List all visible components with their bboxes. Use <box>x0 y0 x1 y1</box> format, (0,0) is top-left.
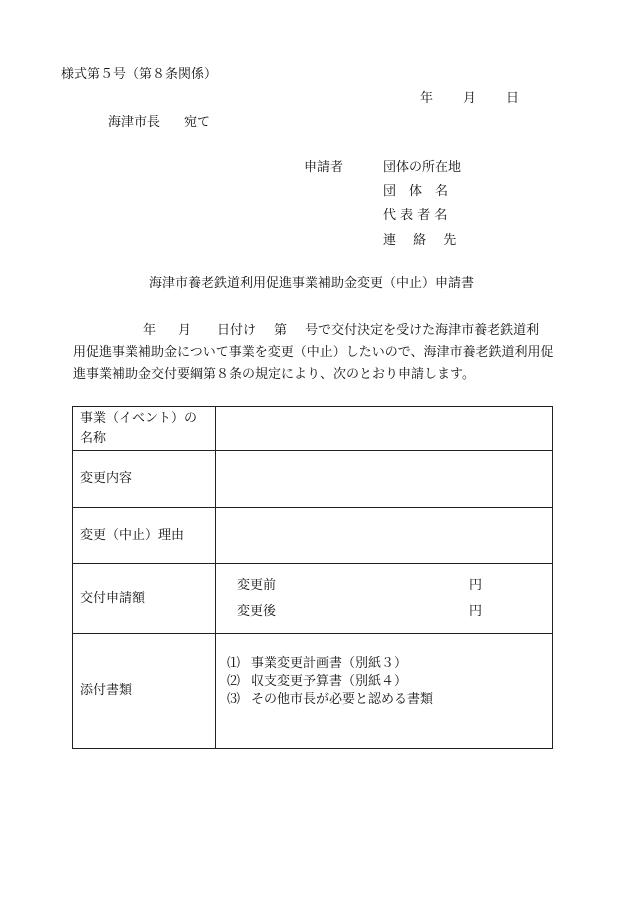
body-line-1 <box>73 320 559 342</box>
addressee <box>108 115 210 131</box>
amount-after-label: 変更後 <box>237 603 277 619</box>
body-month: 月 <box>178 323 192 338</box>
amount-after-yen: 円 <box>469 603 483 619</box>
date-day: 日 <box>506 91 520 106</box>
applicant-field-group-name: 団 体 名 <box>383 184 449 199</box>
applicant-field-contact: 連 絡 先 <box>383 233 457 248</box>
body-year: 年 <box>143 323 157 338</box>
date-line <box>420 91 519 107</box>
addressee-suffix: 宛て <box>184 115 211 130</box>
amount-before-label: 変更前 <box>237 577 277 593</box>
body-no-prefix: 第 <box>274 323 288 338</box>
table-row-event-name <box>73 407 553 451</box>
event-name-label: 事業（イベント）の名称 <box>73 407 216 451</box>
body-line-2: 用促進事業補助金について事業を変更（中止）したいので、海津市養老鉄道利用促 <box>73 345 554 360</box>
attachment-item: ⑵ 収支変更予算書（別紙４） <box>227 674 408 689</box>
application-amount-label: 交付申請額 <box>73 564 216 634</box>
addressee-name: 海津市長 <box>108 115 161 130</box>
attachment-item: ⑴ 事業変更計画書（別紙３） <box>227 656 408 671</box>
applicant-field-address: 団体の所在地 <box>383 160 462 175</box>
attachments-value <box>216 634 553 749</box>
applicant-field-representative: 代 表 者 名 <box>383 208 448 223</box>
event-name-value[interactable] <box>216 407 553 451</box>
body-line-3: 進事業補助金交付要綱第８条の規定により、次のとおり申請します。 <box>73 367 475 382</box>
amount-before-yen: 円 <box>469 577 483 593</box>
change-content-value[interactable] <box>216 451 553 508</box>
table-row-application-amount <box>73 564 553 634</box>
change-reason-label: 変更（中止）理由 <box>73 508 216 564</box>
table-row-attachments <box>73 634 553 749</box>
change-reason-value[interactable] <box>216 508 553 564</box>
date-month: 月 <box>463 91 477 106</box>
date-year: 年 <box>420 91 434 106</box>
amount-after-line <box>223 601 545 623</box>
form-number: 様式第５号（第８条関係） <box>61 67 218 82</box>
body-line1-tail: 号で交付決定を受けた海津市養老鉄道利 <box>305 323 540 338</box>
body-paragraph <box>73 320 559 386</box>
application-table <box>72 406 553 749</box>
table-row-change-reason <box>73 508 553 564</box>
applicant-heading: 申請者 <box>304 160 344 175</box>
change-content-label: 変更内容 <box>73 451 216 508</box>
application-amount-value[interactable] <box>216 564 553 634</box>
document-title: 海津市養老鉄道利用促進事業補助金変更（中止）申請書 <box>149 276 475 291</box>
attachment-item: ⑶ その他市長が必要と認める書類 <box>227 692 434 707</box>
body-dated: 日付け <box>217 323 257 338</box>
attachments-label: 添付書類 <box>73 634 216 749</box>
amount-before-line <box>223 575 545 597</box>
table-row-change-content <box>73 451 553 508</box>
